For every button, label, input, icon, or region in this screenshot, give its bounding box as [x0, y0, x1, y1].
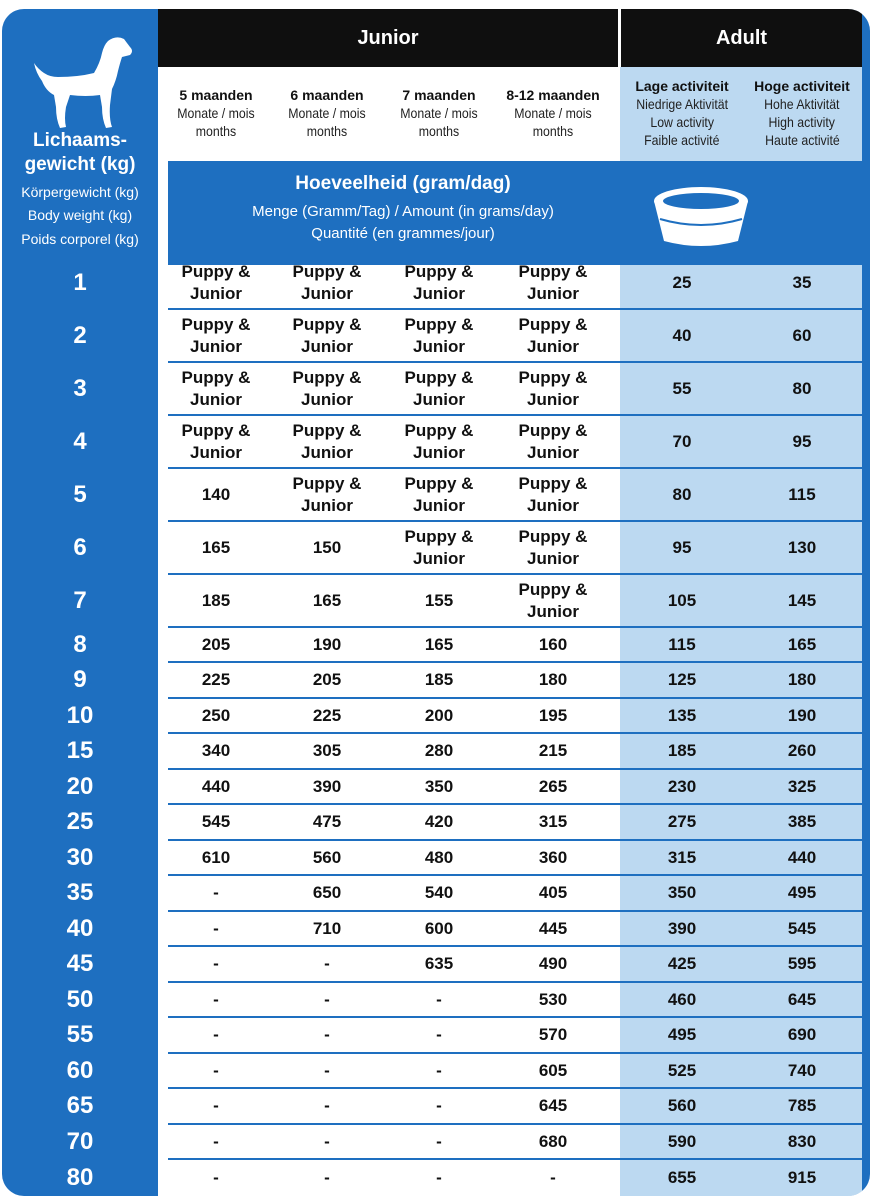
junior-amount-cell: 315	[538, 812, 568, 831]
adult-amount-cell: 425	[667, 954, 697, 973]
adult-header: Adult	[621, 9, 862, 67]
junior-amount-cell: Puppy & Junior	[292, 473, 362, 515]
activity-column-sub: Niedrige Aktivität	[636, 96, 728, 112]
junior-amount-cell: 635	[424, 954, 454, 973]
junior-amount-cell: Puppy & Junior	[404, 314, 474, 356]
age-column-sub: months	[306, 123, 348, 139]
junior-amount-cell: Puppy & Junior	[404, 526, 474, 568]
junior-amount-cell: 560	[312, 847, 342, 867]
adult-amount-cell: 655	[667, 1167, 697, 1187]
weight-value: 45	[66, 950, 94, 977]
junior-amount-cell: Puppy & Junior	[518, 526, 588, 568]
junior-amount-cell: Puppy & Junior	[181, 314, 251, 356]
age-column-header	[496, 67, 610, 159]
quantity-band	[168, 161, 862, 265]
age-column-title: 6 maanden	[290, 87, 364, 103]
quantity-title: Hoeveelheid (gram/dag)	[295, 173, 511, 194]
age-column-header	[386, 67, 492, 159]
activity-column-title: Hoge activiteit	[754, 78, 850, 94]
junior-amount-cell: 530	[538, 989, 568, 1009]
adult-amount-cell: 495	[787, 883, 817, 902]
activity-column-title: Lage activiteit	[635, 78, 729, 94]
age-column-sub: Monate / mois	[400, 105, 478, 121]
junior-amount-cell: 605	[538, 1060, 568, 1080]
junior-amount-cell: Puppy & Junior	[292, 262, 362, 303]
junior-amount-cell: 165	[312, 590, 342, 610]
adult-amount-cell: 315	[667, 847, 697, 867]
age-column-sub: months	[418, 123, 460, 139]
age-column-title: 8-12 maanden	[506, 87, 600, 103]
weight-value: 2	[73, 321, 87, 349]
adult-amount-cell: 180	[787, 670, 817, 689]
junior-amount-cell: -	[213, 1167, 219, 1187]
adult-amount-cell: 130	[787, 537, 817, 557]
food-bowl-icon	[646, 179, 756, 249]
age-column-title: 5 maanden	[179, 87, 253, 103]
junior-amount-cell: Puppy & Junior	[518, 579, 588, 621]
age-column-sub: months	[532, 123, 574, 139]
junior-amount-cell: 680	[538, 1131, 568, 1151]
junior-amount-cell: 610	[201, 847, 231, 867]
weight-value: 10	[66, 701, 94, 729]
junior-amount-cell: -	[324, 1060, 330, 1080]
junior-amount-cell: 185	[201, 590, 231, 610]
adult-amount-cell: 40	[672, 325, 692, 345]
junior-amount-cell: -	[213, 1060, 219, 1080]
activity-column-header	[742, 67, 862, 159]
junior-amount-cell: 265	[538, 776, 568, 796]
junior-amount-cell: -	[436, 1167, 442, 1187]
junior-amount-cell: Puppy & Junior	[404, 473, 474, 515]
age-column-sub: Monate / mois	[514, 105, 592, 121]
adult-amount-cell: 460	[667, 989, 697, 1009]
weight-value: 9	[73, 666, 87, 693]
adult-amount-cell: 80	[672, 484, 692, 504]
weight-value: 5	[73, 480, 87, 508]
junior-amount-cell: 490	[538, 954, 568, 973]
junior-amount-cell: -	[324, 1025, 330, 1044]
adult-amount-cell: 260	[787, 741, 817, 760]
junior-amount-cell: -	[213, 954, 219, 973]
adult-amount-cell: 125	[667, 670, 697, 689]
adult-amount-cell: 190	[787, 705, 817, 725]
junior-amount-cell: 150	[312, 537, 342, 557]
junior-amount-cell: 645	[538, 1096, 568, 1115]
junior-amount-cell: -	[324, 989, 330, 1009]
junior-amount-cell: Puppy & Junior	[292, 420, 362, 462]
weight-label	[2, 129, 158, 177]
weight-value: 3	[73, 374, 87, 402]
junior-amount-cell: -	[436, 1060, 442, 1080]
age-column-title: 7 maanden	[402, 87, 476, 103]
junior-amount-cell: 155	[424, 590, 454, 610]
junior-amount-cell: -	[213, 918, 219, 938]
dog-silhouette-icon	[30, 33, 140, 133]
junior-amount-cell: Puppy & Junior	[181, 420, 251, 462]
junior-amount-cell: 405	[538, 883, 568, 902]
adult-amount-cell: 595	[787, 954, 817, 973]
adult-amount-cell: 60	[792, 325, 812, 345]
adult-amount-cell: 545	[787, 918, 817, 938]
junior-amount-cell: 160	[538, 634, 568, 654]
junior-amount-cell: 305	[312, 741, 342, 760]
weight-value: 30	[66, 843, 94, 871]
weight-value: 60	[66, 1056, 94, 1084]
adult-amount-cell: 230	[667, 776, 697, 796]
age-column-header	[274, 67, 380, 159]
junior-amount-cell: -	[213, 989, 219, 1009]
adult-amount-cell: 325	[787, 776, 817, 796]
age-column-header	[164, 67, 268, 159]
weight-value: 4	[73, 427, 87, 455]
adult-amount-cell: 95	[792, 431, 812, 451]
adult-amount-cell: 495	[667, 1025, 697, 1044]
adult-amount-cell: 145	[787, 590, 817, 610]
junior-amount-cell: 445	[538, 918, 568, 938]
adult-amount-cell: 55	[672, 378, 692, 398]
adult-amount-cell: 25	[672, 273, 692, 292]
junior-amount-cell: Puppy & Junior	[518, 420, 588, 462]
weight-label-line: Lichaams-	[33, 130, 127, 151]
junior-amount-cell: 710	[312, 918, 342, 938]
junior-amount-cell: 390	[312, 776, 342, 796]
junior-amount-cell: 480	[424, 847, 454, 867]
junior-amount-cell: 540	[424, 883, 454, 902]
adult-amount-cell: 645	[787, 989, 817, 1009]
junior-amount-cell: 185	[424, 670, 454, 689]
junior-amount-cell: 650	[312, 883, 342, 902]
adult-amount-cell: 165	[787, 634, 817, 654]
junior-amount-cell: 475	[312, 812, 342, 831]
weight-value: 55	[66, 1021, 94, 1048]
age-column-sub: Monate / mois	[177, 105, 255, 121]
weight-value: 1	[73, 269, 87, 296]
junior-amount-cell: 225	[312, 705, 342, 725]
junior-amount-cell: 140	[201, 484, 231, 504]
weight-value: 80	[66, 1163, 94, 1191]
junior-amount-cell: 440	[201, 776, 231, 796]
junior-amount-cell: -	[213, 883, 219, 902]
junior-amount-cell: 190	[312, 634, 342, 654]
adult-amount-cell: 275	[667, 812, 697, 831]
junior-amount-cell: 350	[424, 776, 454, 796]
adult-amount-cell: 830	[787, 1131, 817, 1151]
weight-value: 40	[66, 914, 94, 942]
adult-amount-cell: 105	[667, 590, 697, 610]
junior-amount-cell: -	[436, 1096, 442, 1115]
junior-amount-cell: 205	[312, 670, 342, 689]
activity-column-sub: High activity	[768, 114, 836, 130]
junior-amount-cell: -	[324, 1131, 330, 1151]
adult-amount-cell: 440	[787, 847, 817, 867]
adult-amount-cell: 690	[787, 1025, 817, 1044]
adult-amount-cell: 740	[787, 1060, 817, 1080]
weight-value: 20	[66, 772, 94, 800]
adult-amount-cell: 80	[792, 378, 812, 398]
junior-amount-cell: Puppy & Junior	[181, 262, 251, 303]
weight-value: 8	[73, 630, 87, 658]
junior-amount-cell: 195	[538, 705, 568, 725]
junior-amount-cell: 165	[424, 634, 454, 654]
junior-amount-cell: 570	[538, 1025, 568, 1044]
junior-amount-cell: Puppy & Junior	[292, 314, 362, 356]
junior-amount-cell: 360	[538, 847, 568, 867]
junior-amount-cell: -	[436, 1025, 442, 1044]
weight-value: 70	[66, 1127, 94, 1155]
adult-amount-cell: 915	[787, 1167, 817, 1187]
adult-amount-cell: 785	[787, 1096, 817, 1115]
junior-amount-cell: 180	[538, 670, 568, 689]
junior-amount-cell: 250	[201, 705, 231, 725]
junior-amount-cell: 545	[201, 812, 231, 831]
weight-label-fr: Poids corporel (kg)	[21, 231, 139, 247]
weight-label-line: gewicht (kg)	[24, 154, 136, 175]
adult-amount-cell: 115	[788, 484, 816, 504]
quantity-subtitle: Quantité (en grammes/jour)	[311, 225, 495, 242]
junior-amount-cell: Puppy & Junior	[404, 367, 474, 409]
weight-value: 7	[73, 586, 87, 614]
age-column-sub: Monate / mois	[288, 105, 366, 121]
adult-amount-cell: 135	[667, 705, 697, 725]
junior-header: Junior	[158, 9, 618, 67]
activity-column-sub: Faible activité	[644, 132, 720, 148]
activity-column-sub: Hohe Aktivität	[764, 96, 840, 112]
adult-amount-cell: 525	[667, 1060, 697, 1080]
junior-amount-cell: -	[213, 1131, 219, 1151]
adult-amount-cell: 560	[667, 1096, 697, 1115]
weight-value: 15	[66, 737, 94, 764]
weight-value: 25	[66, 808, 94, 835]
weight-value: 50	[66, 985, 94, 1013]
adult-amount-cell: 35	[792, 273, 812, 292]
weight-value: 6	[73, 533, 87, 561]
activity-column-header	[622, 67, 742, 159]
junior-amount-cell: -	[324, 954, 330, 973]
junior-amount-cell: 165	[201, 537, 231, 557]
adult-amount-cell: 390	[667, 918, 697, 938]
junior-amount-cell: Puppy & Junior	[292, 367, 362, 409]
feeding-table	[2, 9, 870, 1196]
junior-amount-cell: 200	[424, 705, 454, 725]
junior-amount-cell: -	[213, 1025, 219, 1044]
junior-amount-cell: 340	[201, 741, 231, 760]
adult-amount-cell: 95	[672, 537, 692, 557]
adult-amount-cell: 590	[667, 1131, 697, 1151]
weight-value: 65	[66, 1092, 94, 1119]
junior-amount-cell: 215	[538, 741, 568, 760]
junior-amount-cell: 420	[424, 812, 454, 831]
junior-amount-cell: -	[436, 989, 442, 1009]
junior-amount-cell: -	[324, 1167, 330, 1187]
junior-amount-cell: 280	[424, 741, 454, 760]
junior-amount-cell: Puppy & Junior	[518, 314, 588, 356]
junior-amount-cell: 225	[201, 670, 231, 689]
junior-amount-cell: -	[550, 1167, 556, 1187]
adult-amount-cell: 385	[787, 812, 817, 831]
junior-amount-cell: -	[324, 1096, 330, 1115]
junior-amount-cell: 600	[424, 918, 454, 938]
adult-amount-cell: 70	[672, 431, 692, 451]
junior-amount-cell: Puppy & Junior	[404, 262, 474, 303]
junior-amount-cell: Puppy & Junior	[518, 367, 588, 409]
activity-column-sub: Low activity	[650, 114, 714, 130]
weight-label-en: Body weight (kg)	[27, 207, 133, 223]
junior-amount-cell: Puppy & Junior	[404, 420, 474, 462]
adult-amount-cell: 185	[667, 741, 697, 760]
weight-label-de: Körpergewicht (kg)	[21, 184, 139, 200]
junior-amount-cell: 205	[201, 634, 231, 654]
age-column-sub: months	[195, 123, 237, 139]
junior-amount-cell: Puppy & Junior	[518, 262, 588, 303]
activity-column-sub: Haute activité	[764, 132, 840, 148]
quantity-subtitle: Menge (Gramm/Tag) / Amount (in grams/day)	[252, 203, 554, 220]
adult-amount-cell: 115	[668, 634, 696, 654]
junior-amount-cell: -	[436, 1131, 442, 1151]
weight-value: 35	[66, 879, 94, 906]
adult-amount-cell: 350	[667, 883, 697, 902]
junior-amount-cell: -	[213, 1096, 219, 1115]
junior-amount-cell: Puppy & Junior	[181, 367, 251, 409]
junior-amount-cell: Puppy & Junior	[518, 473, 588, 515]
